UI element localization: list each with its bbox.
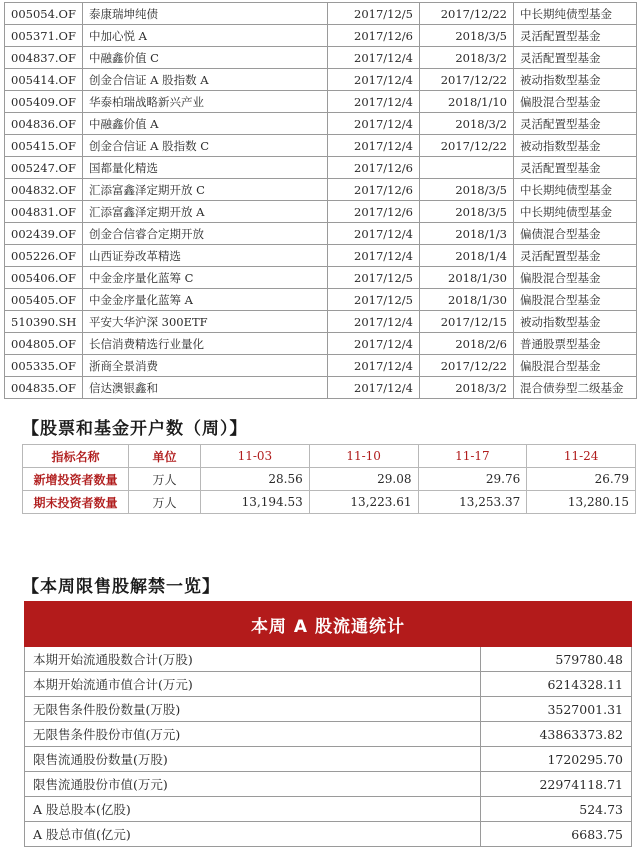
circulation-value: 22974118.71 bbox=[481, 772, 632, 797]
fund-name: 浙商全景消费 bbox=[83, 355, 328, 377]
fund-type: 被动指数型基金 bbox=[514, 135, 637, 157]
fund-date-start: 2017/12/4 bbox=[328, 311, 420, 333]
accounts-header-row bbox=[23, 445, 636, 468]
fund-row bbox=[5, 289, 637, 311]
fund-date-start: 2017/12/5 bbox=[328, 289, 420, 311]
circulation-body bbox=[25, 647, 632, 847]
circulation-row bbox=[25, 747, 632, 772]
fund-date-start: 2017/12/6 bbox=[328, 201, 420, 223]
fund-date-end: 2018/2/6 bbox=[420, 333, 514, 355]
indicator-header: 指标名称 bbox=[23, 445, 129, 468]
circulation-table bbox=[24, 601, 632, 847]
fund-code: 005406.OF bbox=[5, 267, 83, 289]
circulation-row bbox=[25, 822, 632, 847]
value-cell: 26.79 bbox=[527, 468, 636, 491]
fund-code: 004835.OF bbox=[5, 377, 83, 399]
fund-name: 泰康瑞坤纯债 bbox=[83, 3, 328, 25]
fund-type: 灵活配置型基金 bbox=[514, 47, 637, 69]
circulation-value: 6683.75 bbox=[481, 822, 632, 847]
fund-list-body bbox=[5, 3, 637, 399]
circulation-label: 限售流通股份数量(万股) bbox=[25, 747, 481, 772]
fund-type: 被动指数型基金 bbox=[514, 311, 637, 333]
accounts-table bbox=[22, 444, 636, 514]
fund-date-end: 2018/1/30 bbox=[420, 267, 514, 289]
circulation-row bbox=[25, 647, 632, 672]
week-header: 11-10 bbox=[309, 445, 418, 468]
fund-date-end: 2018/3/5 bbox=[420, 25, 514, 47]
fund-date-start: 2017/12/5 bbox=[328, 267, 420, 289]
circulation-value: 43863373.82 bbox=[481, 722, 632, 747]
fund-row bbox=[5, 113, 637, 135]
fund-date-start: 2017/12/4 bbox=[328, 69, 420, 91]
week-header: 11-17 bbox=[418, 445, 527, 468]
circulation-value: 3527001.31 bbox=[481, 697, 632, 722]
fund-row bbox=[5, 223, 637, 245]
circulation-row bbox=[25, 772, 632, 797]
fund-date-end bbox=[420, 157, 514, 179]
fund-date-start: 2017/12/4 bbox=[328, 333, 420, 355]
fund-list-table bbox=[4, 2, 637, 399]
fund-name: 汇添富鑫泽定期开放 C bbox=[83, 179, 328, 201]
circulation-value: 6214328.11 bbox=[481, 672, 632, 697]
accounts-section-title: 【股票和基金开户数（周）】 bbox=[22, 419, 248, 439]
circulation-label: A 股总市值(亿元) bbox=[25, 822, 481, 847]
value-cell: 29.76 bbox=[418, 468, 527, 491]
fund-type: 偏债混合型基金 bbox=[514, 223, 637, 245]
fund-type: 偏股混合型基金 bbox=[514, 289, 637, 311]
fund-row bbox=[5, 157, 637, 179]
fund-date-end: 2018/1/10 bbox=[420, 91, 514, 113]
fund-name: 国都量化精选 bbox=[83, 157, 328, 179]
fund-code: 005405.OF bbox=[5, 289, 83, 311]
circulation-row bbox=[25, 797, 632, 822]
fund-date-start: 2017/12/4 bbox=[328, 47, 420, 69]
fund-date-end: 2017/12/22 bbox=[420, 69, 514, 91]
fund-type: 被动指数型基金 bbox=[514, 69, 637, 91]
circulation-row bbox=[25, 697, 632, 722]
fund-code: 004836.OF bbox=[5, 113, 83, 135]
fund-code: 004832.OF bbox=[5, 179, 83, 201]
fund-date-start: 2017/12/6 bbox=[328, 25, 420, 47]
fund-code: 004805.OF bbox=[5, 333, 83, 355]
fund-type: 普通股票型基金 bbox=[514, 333, 637, 355]
fund-name: 中加心悦 A bbox=[83, 25, 328, 47]
fund-date-end: 2017/12/22 bbox=[420, 135, 514, 157]
circulation-label: 本期开始流通市值合计(万元) bbox=[25, 672, 481, 697]
value-cell: 13,223.61 bbox=[309, 491, 418, 514]
fund-date-start: 2017/12/4 bbox=[328, 377, 420, 399]
fund-date-end: 2018/3/2 bbox=[420, 377, 514, 399]
fund-row bbox=[5, 179, 637, 201]
fund-type: 偏股混合型基金 bbox=[514, 91, 637, 113]
fund-date-start: 2017/12/4 bbox=[328, 223, 420, 245]
fund-date-end: 2017/12/22 bbox=[420, 3, 514, 25]
fund-code: 005409.OF bbox=[5, 91, 83, 113]
fund-code: 005226.OF bbox=[5, 245, 83, 267]
fund-row bbox=[5, 245, 637, 267]
unit-cell: 万人 bbox=[129, 491, 201, 514]
fund-row bbox=[5, 333, 637, 355]
fund-name: 长信消费精选行业量化 bbox=[83, 333, 328, 355]
fund-code: 510390.SH bbox=[5, 311, 83, 333]
fund-code: 005335.OF bbox=[5, 355, 83, 377]
fund-date-start: 2017/12/4 bbox=[328, 91, 420, 113]
fund-date-end: 2018/3/2 bbox=[420, 47, 514, 69]
unlock-section-title: 【本周限售股解禁一览】 bbox=[22, 577, 220, 597]
fund-row bbox=[5, 47, 637, 69]
fund-row bbox=[5, 267, 637, 289]
week-header: 11-24 bbox=[527, 445, 636, 468]
fund-type: 灵活配置型基金 bbox=[514, 157, 637, 179]
fund-code: 002439.OF bbox=[5, 223, 83, 245]
fund-date-end: 2017/12/15 bbox=[420, 311, 514, 333]
fund-row bbox=[5, 377, 637, 399]
fund-row bbox=[5, 25, 637, 47]
fund-code: 004831.OF bbox=[5, 201, 83, 223]
fund-row bbox=[5, 201, 637, 223]
fund-row bbox=[5, 91, 637, 113]
unit-cell: 万人 bbox=[129, 468, 201, 491]
fund-type: 灵活配置型基金 bbox=[514, 25, 637, 47]
fund-type: 灵活配置型基金 bbox=[514, 245, 637, 267]
new-investors-row bbox=[23, 468, 636, 491]
fund-date-start: 2017/12/4 bbox=[328, 113, 420, 135]
fund-name: 山西证券改革精选 bbox=[83, 245, 328, 267]
fund-code: 005414.OF bbox=[5, 69, 83, 91]
fund-row bbox=[5, 355, 637, 377]
circulation-label: 限售流通股份市值(万元) bbox=[25, 772, 481, 797]
fund-date-end: 2018/3/5 bbox=[420, 179, 514, 201]
fund-code: 005247.OF bbox=[5, 157, 83, 179]
fund-date-end: 2017/12/22 bbox=[420, 355, 514, 377]
week-header: 11-03 bbox=[201, 445, 310, 468]
fund-code: 005054.OF bbox=[5, 3, 83, 25]
value-cell: 13,194.53 bbox=[201, 491, 310, 514]
fund-row bbox=[5, 135, 637, 157]
fund-type: 偏股混合型基金 bbox=[514, 355, 637, 377]
fund-name: 中金金序量化蓝筹 C bbox=[83, 267, 328, 289]
fund-name: 中融鑫价值 A bbox=[83, 113, 328, 135]
fund-type: 中长期纯债型基金 bbox=[514, 179, 637, 201]
fund-date-start: 2017/12/6 bbox=[328, 157, 420, 179]
fund-name: 中融鑫价值 C bbox=[83, 47, 328, 69]
fund-type: 中长期纯债型基金 bbox=[514, 201, 637, 223]
fund-date-end: 2018/1/3 bbox=[420, 223, 514, 245]
value-cell: 13,253.37 bbox=[418, 491, 527, 514]
fund-name: 华泰柏瑞战略新兴产业 bbox=[83, 91, 328, 113]
unit-header: 单位 bbox=[129, 445, 201, 468]
value-cell: 13,280.15 bbox=[527, 491, 636, 514]
fund-name: 创金合信证 A 股指数 A bbox=[83, 69, 328, 91]
fund-code: 005415.OF bbox=[5, 135, 83, 157]
fund-type: 混合债券型二级基金 bbox=[514, 377, 637, 399]
circulation-banner: 本周 A 股流通统计 bbox=[25, 602, 632, 647]
fund-type: 灵活配置型基金 bbox=[514, 113, 637, 135]
fund-date-start: 2017/12/6 bbox=[328, 179, 420, 201]
fund-date-end: 2018/1/30 bbox=[420, 289, 514, 311]
circulation-label: 无限售条件股份市值(万元) bbox=[25, 722, 481, 747]
fund-name: 创金合信证 A 股指数 C bbox=[83, 135, 328, 157]
fund-type: 中长期纯债型基金 bbox=[514, 3, 637, 25]
fund-name: 信达澳银鑫和 bbox=[83, 377, 328, 399]
circulation-row bbox=[25, 672, 632, 697]
fund-name: 创金合信睿合定期开放 bbox=[83, 223, 328, 245]
fund-date-start: 2017/12/4 bbox=[328, 135, 420, 157]
fund-name: 中金金序量化蓝筹 A bbox=[83, 289, 328, 311]
fund-date-end: 2018/1/4 bbox=[420, 245, 514, 267]
fund-row bbox=[5, 69, 637, 91]
fund-name: 平安大华沪深 300ETF bbox=[83, 311, 328, 333]
circulation-row bbox=[25, 722, 632, 747]
end-investors-row bbox=[23, 491, 636, 514]
circulation-value: 579780.48 bbox=[481, 647, 632, 672]
fund-code: 005371.OF bbox=[5, 25, 83, 47]
circulation-value: 1720295.70 bbox=[481, 747, 632, 772]
circulation-label: A 股总股本(亿股) bbox=[25, 797, 481, 822]
fund-date-end: 2018/3/2 bbox=[420, 113, 514, 135]
fund-date-start: 2017/12/5 bbox=[328, 3, 420, 25]
value-cell: 29.08 bbox=[309, 468, 418, 491]
fund-row bbox=[5, 311, 637, 333]
circulation-value: 524.73 bbox=[481, 797, 632, 822]
fund-name: 汇添富鑫泽定期开放 A bbox=[83, 201, 328, 223]
fund-date-start: 2017/12/4 bbox=[328, 355, 420, 377]
fund-date-end: 2018/3/5 bbox=[420, 201, 514, 223]
fund-date-start: 2017/12/4 bbox=[328, 245, 420, 267]
fund-code: 004837.OF bbox=[5, 47, 83, 69]
circulation-label: 无限售条件股份数量(万股) bbox=[25, 697, 481, 722]
row-label: 新增投资者数量 bbox=[23, 468, 129, 491]
fund-type: 偏股混合型基金 bbox=[514, 267, 637, 289]
circulation-label: 本期开始流通股数合计(万股) bbox=[25, 647, 481, 672]
value-cell: 28.56 bbox=[201, 468, 310, 491]
row-label: 期末投资者数量 bbox=[23, 491, 129, 514]
fund-row bbox=[5, 3, 637, 25]
